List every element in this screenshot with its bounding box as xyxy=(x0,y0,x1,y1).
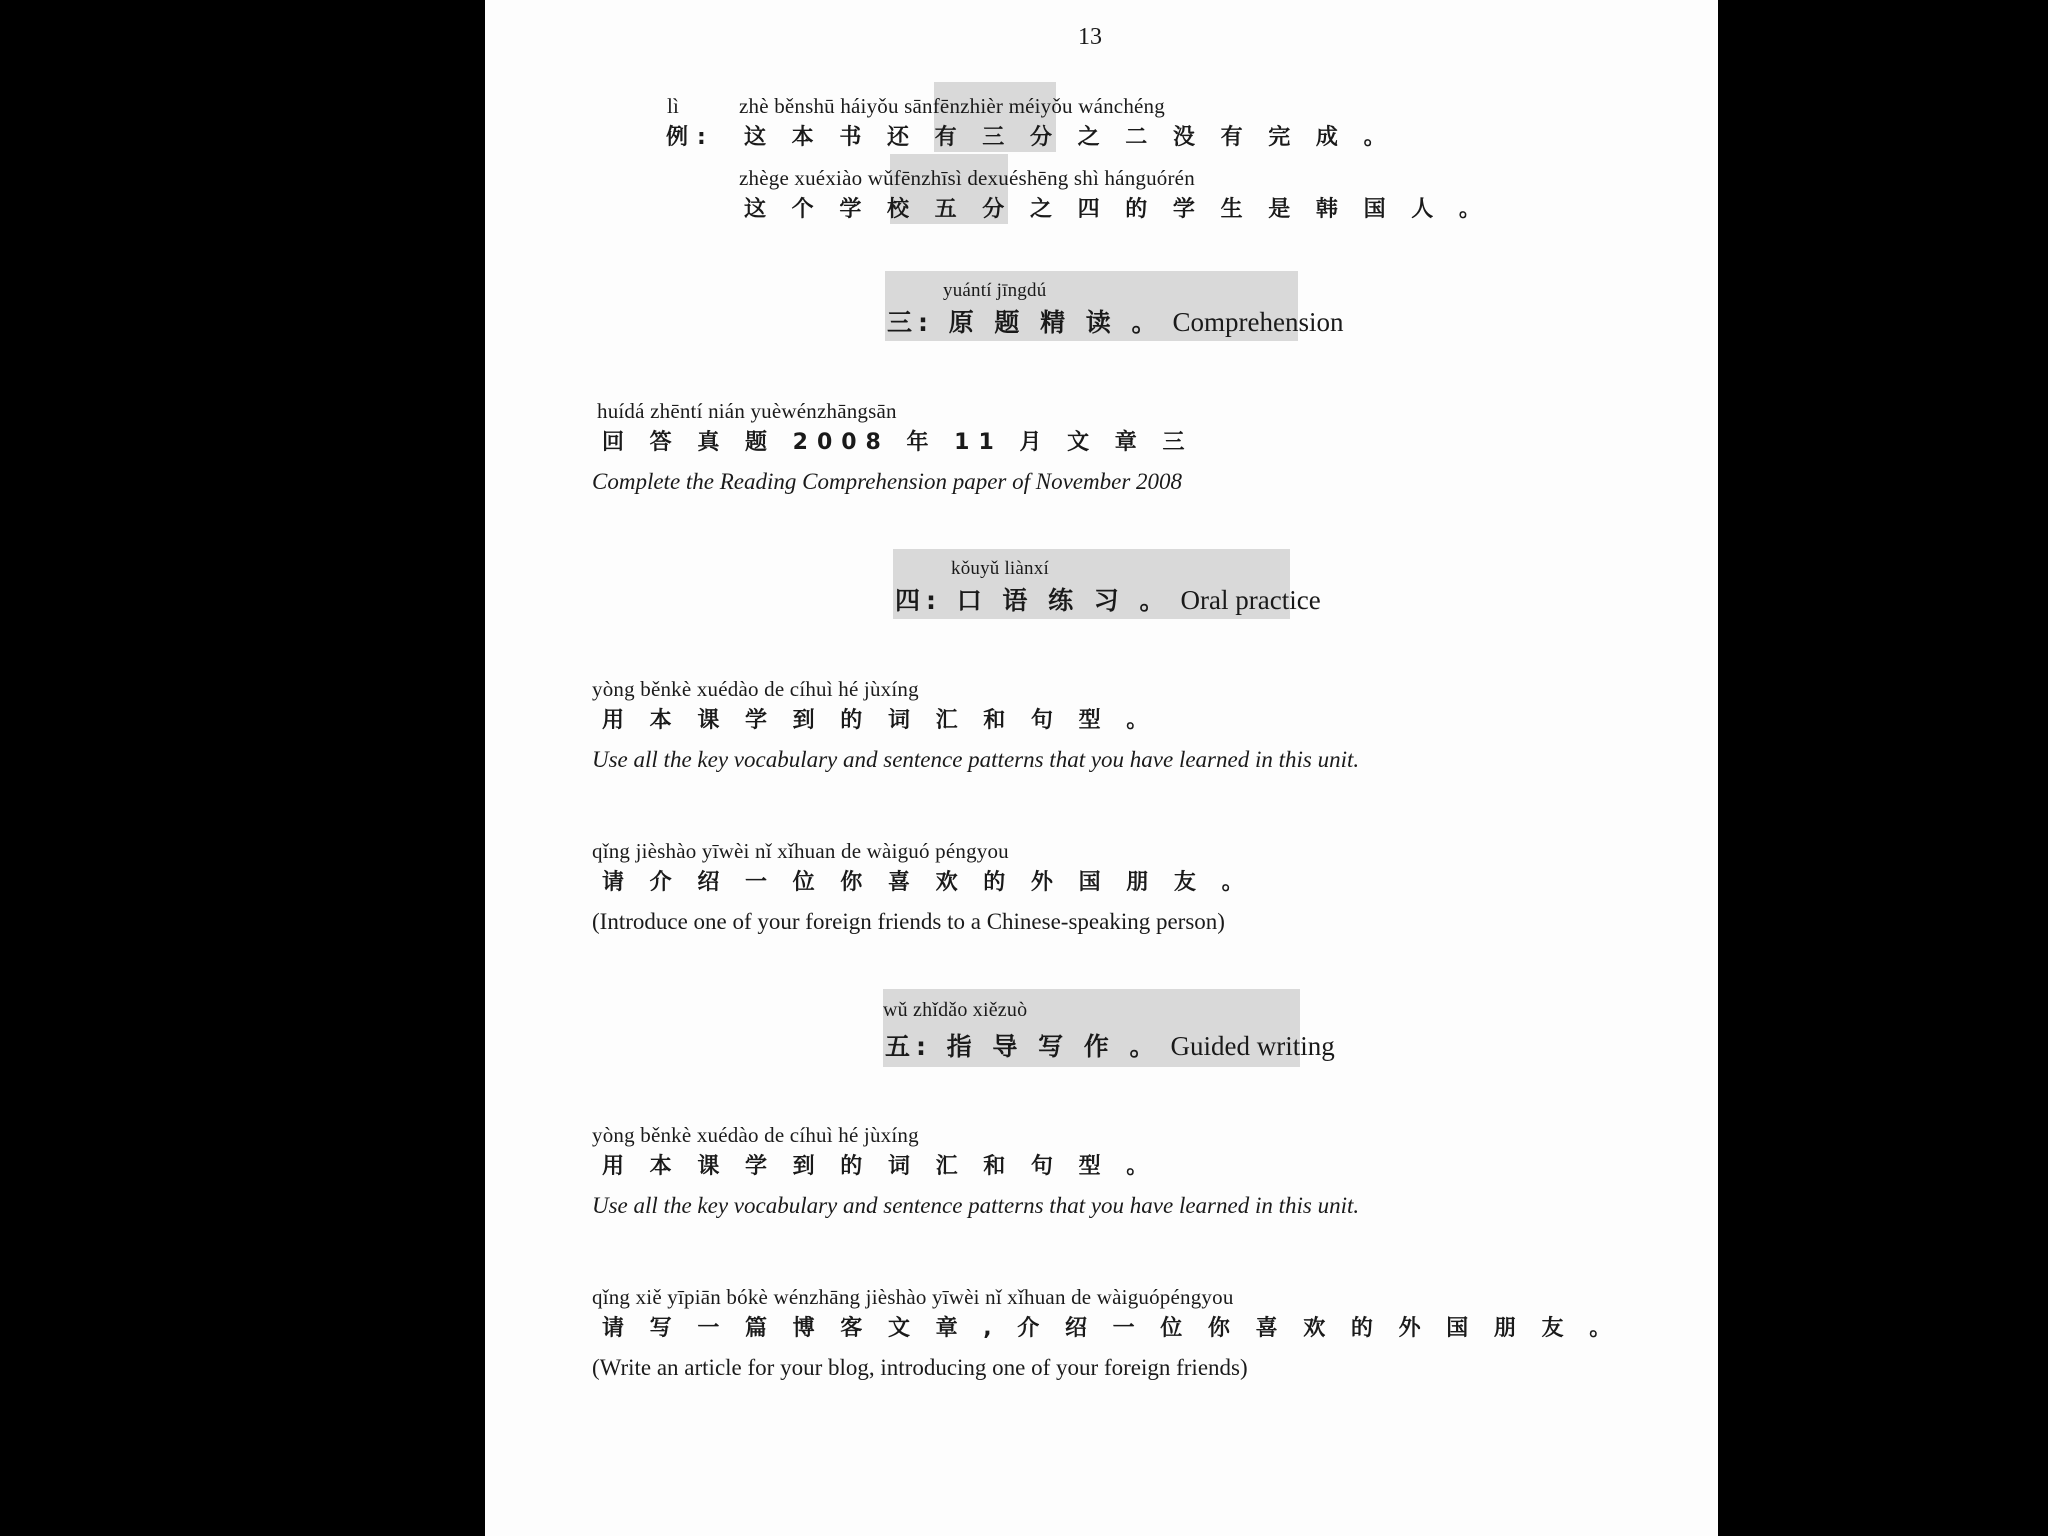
section-4-task-2-hanzi: 请 介 绍 一 位 你 喜 欢 的 外 国 朋 友 。 xyxy=(602,870,1253,895)
section-5-pinyin: wǔ zhǐdǎo xiězuò xyxy=(883,999,1028,1021)
example-label-pinyin: lì xyxy=(667,94,680,118)
section-5-task-2-hanzi: 请 写 一 篇 博 客 文 章 , 介 绍 一 位 你 喜 欢 的 外 国 朋 友 。 xyxy=(602,1316,1621,1341)
section-3-task-english: Complete the Reading Comprehension paper of November 2008 xyxy=(592,469,1183,494)
document-page xyxy=(485,0,1718,1536)
section-3-title: 三: 原 题 精 读 。 xyxy=(887,308,1163,337)
section-4-title: 四: 口 语 练 习 。 xyxy=(895,586,1171,615)
section-3-heading xyxy=(885,271,1344,341)
example-2-pinyin: zhège xuéxiào wǔfēnzhīsì dexuéshēng shì hánguórén xyxy=(739,166,1195,190)
section-5-task-2-english: (Write an article for your blog, introducing one of your foreign friends) xyxy=(592,1355,1248,1380)
section-5-english: Guided writing xyxy=(1170,1031,1335,1061)
section-5-task-2-pinyin: qǐng xiě yīpiān bókè wénzhāng jièshào yīwèi nǐ xǐhuan de wàiguópéngyou xyxy=(592,1285,1234,1309)
section-5-heading xyxy=(883,989,1335,1067)
section-4-pinyin: kǒuyǔ liànxí xyxy=(951,558,1049,579)
example-1-pinyin: zhè běnshū háiyǒu sānfēnzhièr méiyǒu wánchéng xyxy=(739,94,1165,118)
section-3-english: Comprehension xyxy=(1172,307,1344,337)
section-5-title: 五: 指 导 写 作 。 xyxy=(885,1032,1161,1061)
section-5-task-1-pinyin: yòng běnkè xuédào de cíhuì hé jùxíng xyxy=(592,1123,919,1147)
section-3-task-hanzi: 回 答 真 题 2008 年 11 月 文 章 三 xyxy=(602,430,1194,455)
section-4-task-1-pinyin: yòng běnkè xuédào de cíhuì hé jùxíng xyxy=(592,677,919,701)
section-4-task-1-english: Use all the key vocabulary and sentence patterns that you have learned in this unit. xyxy=(592,747,1360,772)
section-4-english: Oral practice xyxy=(1180,585,1321,615)
example-1-hanzi: 这 本 书 还 有 三 分 之 二 没 有 完 成 。 xyxy=(744,125,1395,150)
section-4-task-2-english: (Introduce one of your foreign friends to a Chinese-speaking person) xyxy=(592,909,1225,934)
example-label: 例: xyxy=(666,125,715,150)
section-4-task-1-hanzi: 用 本 课 学 到 的 词 汇 和 句 型 。 xyxy=(602,708,1158,733)
section-3-pinyin: yuántí jīngdú xyxy=(943,280,1047,301)
example-2-hanzi: 这 个 学 校 五 分 之 四 的 学 生 是 韩 国 人 。 xyxy=(744,197,1490,222)
page-number: 13 xyxy=(1078,24,1102,50)
section-5-task-1-hanzi: 用 本 课 学 到 的 词 汇 和 句 型 。 xyxy=(602,1154,1158,1179)
section-3-task-pinyin: huídá zhēntí nián yuèwénzhāngsān xyxy=(597,399,897,423)
section-5-task-1-english: Use all the key vocabulary and sentence patterns that you have learned in this unit. xyxy=(592,1193,1360,1218)
section-4-heading xyxy=(893,549,1321,619)
section-4-task-2-pinyin: qǐng jièshào yīwèi nǐ xǐhuan de wàiguó péngyou xyxy=(592,839,1009,863)
